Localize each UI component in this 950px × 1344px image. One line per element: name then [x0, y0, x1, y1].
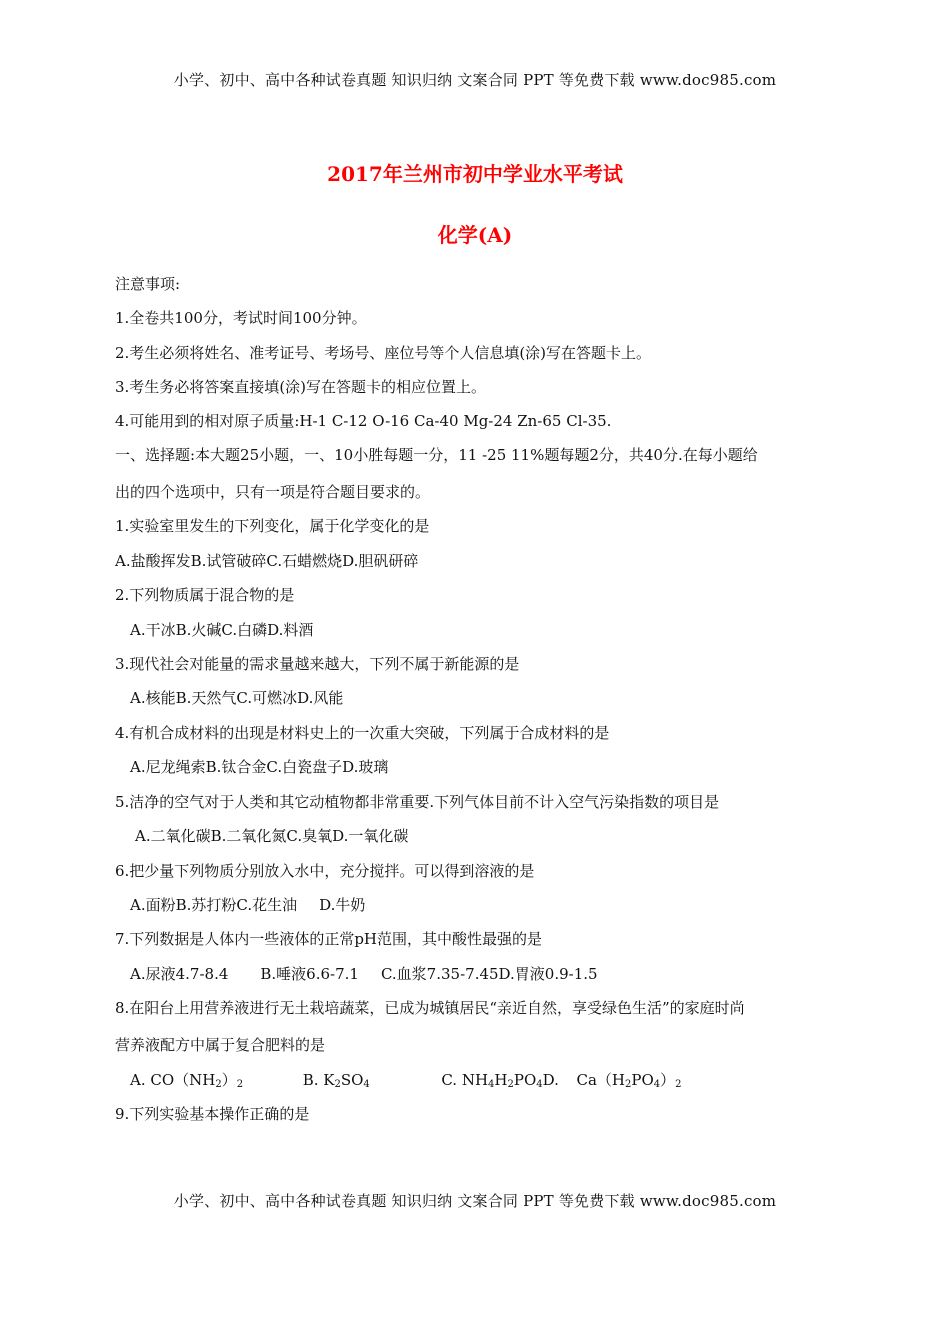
question-stem: 9.下列实验基本操作正确的是 [115, 1105, 310, 1123]
question-options [130, 964, 598, 984]
question-stem: 8.在阳台上用营养液进行无土栽培蔬菜，已成为城镇居民“亲近自然，享受绿色生活”的家庭时尚 [115, 999, 745, 1017]
question-options [130, 895, 365, 915]
option-c-d: C.血浆7.35-7.45D.胃液0.9-1.5 [380, 965, 598, 983]
question-stem: 4.有机合成材料的出现是材料史上的一次重大突破，下列属于合成材料的是 [115, 724, 610, 742]
option-a: A.尿液4.7-8.4 [130, 965, 229, 983]
section-instructions: 一、选择题:本大题25小题，一、10小胜每题一分，11 -25 11%题每题2分，共40分.在每小题给 [115, 446, 758, 464]
option-a: A. $CO(NH_2)_2$ [130, 1071, 244, 1090]
option-d: $Ca(H_2PO_4)_2$ [576, 1071, 682, 1090]
question-options: A.盐酸挥发B.试管破碎C.石蜡燃烧D.胆矾研碎 [115, 552, 419, 570]
option-b: B. $K_2SO_4$ [302, 1071, 370, 1090]
notes-heading: 注意事项: [115, 275, 181, 293]
section-instructions-cont: 出的四个选项中，只有一项是符合题目要求的。 [115, 483, 431, 501]
exam-title: 2017年兰州市初中学业水平考试 [327, 162, 623, 186]
question-stem-cont: 营养液配方中属于复合肥料的是 [115, 1036, 326, 1054]
question-options: A.尼龙绳索B.钛合金C.白瓷盘子D.玻璃 [130, 758, 389, 776]
exam-subject: 化学(A) [437, 223, 513, 247]
note-item: 1.全卷共100分，考试时间100分钟。 [115, 309, 367, 327]
question-options: A.干冰B.火碱C.白磷D.料酒 [130, 621, 314, 639]
note-item: 4.可能用到的相对原子质量:H-1 C-12 O-16 Ca-40 Mg-24 Zn-65 Cl-35. [115, 412, 612, 430]
page-footer: 小学、初中、高中各种试卷真题 知识归纳 文案合同 PPT 等免费下载 www.doc985.com [173, 1192, 777, 1210]
page-header: 小学、初中、高中各种试卷真题 知识归纳 文案合同 PPT 等免费下载 www.doc985.com [173, 71, 777, 89]
option-b: B.唾液6.6-7.1 [260, 965, 359, 983]
note-item: 2.考生必须将姓名、准考证号、考场号、座位号等个人信息填(涂)写在答题卡上。 [115, 344, 652, 362]
question-options: A.核能B.天然气C.可燃冰D.风能 [130, 689, 344, 707]
note-item: 3.考生务必将答案直接填(涂)写在答题卡的相应位置上。 [115, 378, 487, 396]
question-stem: 5.洁净的空气对于人类和其它动植物都非常重要.下列气体目前不计入空气污染指数的项目是 [115, 793, 720, 811]
option-group: A.面粉B.苏打粉C.花生油 [130, 896, 298, 914]
question-stem: 1.实验室里发生的下列变化，属于化学变化的是 [115, 517, 430, 535]
option-c: C. $NH_4H_2PO_4D$. [441, 1071, 559, 1090]
question-stem: 2.下列物质属于混合物的是 [115, 586, 295, 604]
question-stem: 6.把少量下列物质分别放入水中，充分搅拌。可以得到溶液的是 [115, 862, 535, 880]
question-options [130, 1070, 682, 1095]
question-options: A.二氧化碳B.二氧化氮C.臭氧D.一氧化碳 [135, 827, 409, 845]
question-stem: 3.现代社会对能量的需求量越来越大，下列不属于新能源的是 [115, 655, 520, 673]
question-stem: 7.下列数据是人体内一些液体的正常pH范围，其中酸性最强的是 [115, 930, 542, 948]
option-d: D.牛奶 [319, 896, 366, 914]
